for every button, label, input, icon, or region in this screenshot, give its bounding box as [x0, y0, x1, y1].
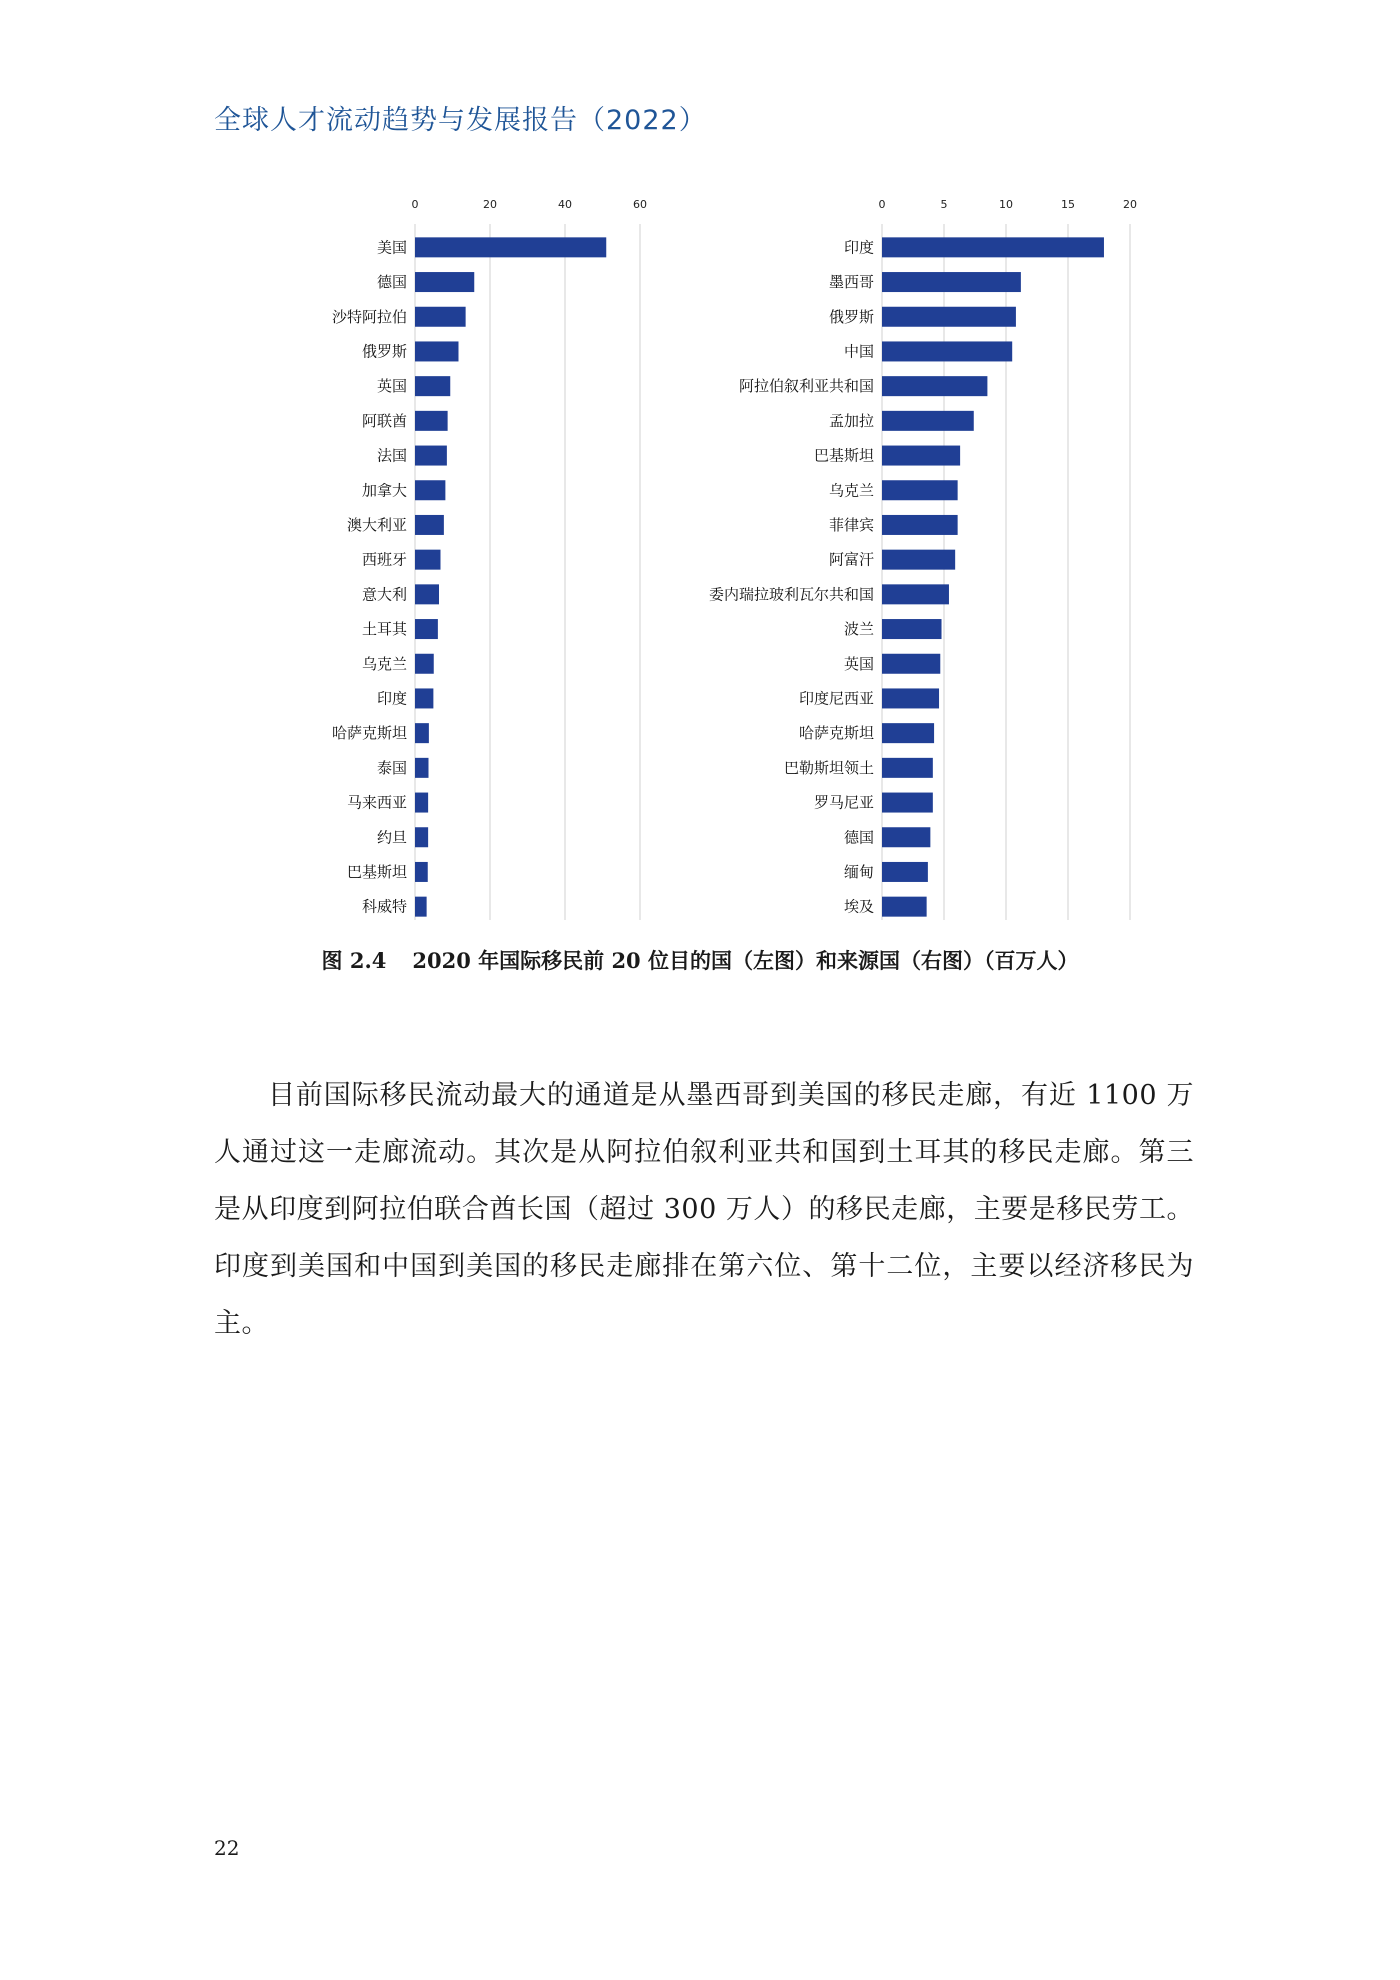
origin-bar	[882, 480, 958, 500]
destination-category-label: 巴基斯坦	[346, 862, 407, 881]
origin-category-label: 菲律宾	[828, 515, 874, 534]
origin-bar	[882, 654, 940, 674]
destination-category-label: 加拿大	[361, 481, 407, 500]
destination-category-label: 美国	[376, 238, 407, 257]
origin-category-label: 哈萨克斯坦	[798, 724, 874, 743]
origin-category-label: 巴勒斯坦领土	[783, 758, 874, 777]
origin-bar	[882, 897, 927, 917]
origin-category-label: 缅甸	[843, 862, 874, 881]
origin-category-label: 罗马尼亚	[813, 793, 874, 812]
destination-bar	[415, 446, 447, 466]
figure-caption	[0, 945, 1400, 975]
origin-tick-label: 15	[1061, 198, 1075, 211]
origin-tick-label: 0	[878, 198, 886, 211]
origin-tick-label: 10	[999, 198, 1013, 211]
origin-category-label: 埃及	[843, 897, 874, 916]
destination-bar	[415, 480, 445, 500]
destination-tick-label: 20	[483, 198, 497, 211]
body-paragraph: 目前国际移民流动最大的通道是从墨西哥到美国的移民走廊，有近 1100 万人通过这一走廊流动。其次是从阿拉伯叙利亚共和国到土耳其的移民走廊。第三是从印度到阿拉伯联合酋长国（超过 300 万人）的移民走廊，主要是移民劳工。印度到美国和中国到美国的移民走廊排在第六位、第十二位，主要以经济移民为主。	[214, 1080, 1194, 1339]
origin-bar	[882, 272, 1021, 292]
page-number: 22	[214, 1836, 240, 1860]
destination-bar	[415, 237, 606, 257]
destination-category-label: 印度	[376, 689, 407, 708]
running-header: 全球人才流动趋势与发展报告（2022）	[214, 105, 707, 136]
figure-number: 图 2.4	[321, 948, 387, 973]
origin-bar	[882, 307, 1016, 327]
destination-category-label: 哈萨克斯坦	[331, 724, 407, 743]
destination-bar	[415, 688, 433, 708]
destination-bar	[415, 411, 448, 431]
destination-category-label: 澳大利亚	[346, 515, 407, 534]
destination-category-label: 德国	[376, 273, 407, 292]
origin-category-label: 巴基斯坦	[813, 446, 874, 465]
destination-bar	[415, 723, 429, 743]
destination-bar	[415, 307, 466, 327]
destination-category-label: 马来西亚	[346, 793, 407, 812]
destination-tick-label: 0	[411, 198, 419, 211]
destination-bar	[415, 272, 474, 292]
origin-category-label: 印度尼西亚	[798, 689, 874, 708]
destination-bar	[415, 758, 429, 778]
origin-bar	[882, 376, 987, 396]
destination-bar	[415, 793, 428, 813]
origin-bar	[882, 446, 960, 466]
destination-bar	[415, 584, 439, 604]
destination-bar	[415, 827, 428, 847]
origin-category-label: 德国	[843, 828, 874, 847]
origin-bar	[882, 862, 928, 882]
origin-category-label: 墨西哥	[828, 273, 874, 292]
destination-category-label: 英国	[376, 377, 407, 396]
origin-tick-label: 5	[940, 198, 948, 211]
origin-tick-label: 20	[1123, 198, 1137, 211]
destination-category-label: 西班牙	[361, 550, 407, 569]
destination-tick-label: 60	[633, 198, 647, 211]
origin-bar	[882, 688, 939, 708]
destination-bar	[415, 341, 459, 361]
destination-category-label: 阿联酋	[361, 411, 407, 430]
origin-category-label: 俄罗斯	[828, 307, 874, 326]
origin-bar	[882, 550, 955, 570]
destination-bar	[415, 550, 441, 570]
figure-caption-text: 2020 年国际移民前 20 位目的国（左图）和来源国（右图）（百万人）	[412, 948, 1079, 973]
destination-bar	[415, 376, 450, 396]
destination-category-label: 科威特	[361, 897, 407, 916]
destination-category-label: 俄罗斯	[361, 342, 407, 361]
origin-category-label: 阿富汗	[828, 550, 874, 569]
origin-bar	[882, 619, 942, 639]
destination-category-label: 沙特阿拉伯	[331, 307, 407, 326]
origin-bar	[882, 411, 974, 431]
origin-bar	[882, 341, 1012, 361]
origin-category-label: 中国	[843, 342, 874, 361]
origin-bar	[882, 515, 958, 535]
origin-bar	[882, 723, 934, 743]
destination-bar	[415, 862, 428, 882]
origin-bar	[882, 584, 949, 604]
destination-bar	[415, 654, 434, 674]
origin-countries-chart	[670, 190, 1150, 930]
origin-category-label: 孟加拉	[828, 411, 874, 430]
origin-category-label: 英国	[843, 654, 874, 673]
destination-bar	[415, 619, 438, 639]
origin-bar	[882, 793, 933, 813]
destination-category-label: 乌克兰	[361, 654, 407, 673]
origin-category-label: 乌克兰	[828, 481, 874, 500]
destination-category-label: 法国	[376, 446, 407, 465]
origin-category-label: 印度	[843, 238, 874, 257]
destination-tick-label: 40	[558, 198, 572, 211]
destination-category-label: 意大利	[361, 585, 407, 604]
origin-category-label: 委内瑞拉玻利瓦尔共和国	[708, 585, 874, 604]
destination-bar	[415, 515, 444, 535]
destination-category-label: 泰国	[376, 758, 407, 777]
destination-category-label: 约旦	[376, 828, 407, 847]
destination-bar	[415, 897, 427, 917]
origin-bar	[882, 827, 930, 847]
origin-bar	[882, 237, 1104, 257]
destination-category-label: 土耳其	[361, 620, 407, 639]
destination-countries-chart	[300, 190, 660, 930]
origin-category-label: 波兰	[843, 620, 874, 639]
origin-category-label: 阿拉伯叙利亚共和国	[738, 377, 874, 396]
origin-bar	[882, 758, 933, 778]
